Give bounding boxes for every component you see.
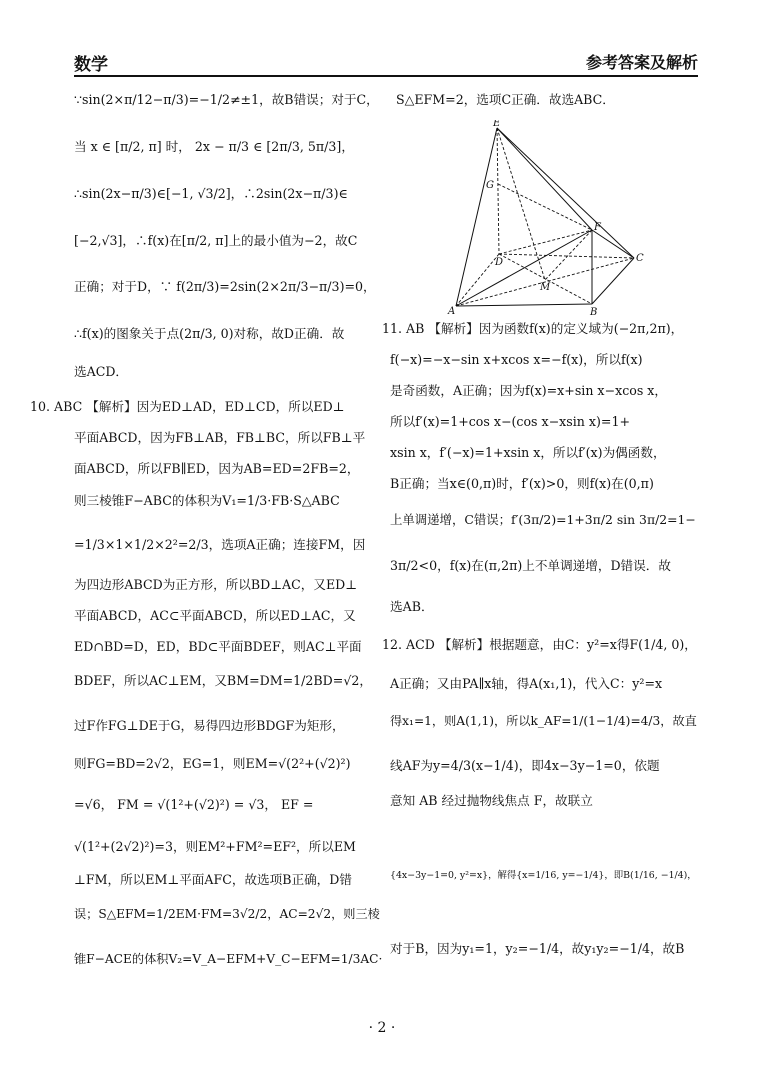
edge-gf bbox=[498, 184, 592, 230]
right-column-line: {4x−3y−1=0, y²=x}，解得{x=1/16, y=−1/4}，即B(1/16, −1/4)， bbox=[390, 870, 697, 881]
edge-bc bbox=[592, 258, 634, 304]
page-header bbox=[74, 50, 698, 74]
edge-af bbox=[456, 230, 592, 306]
label-g: G bbox=[486, 180, 494, 191]
edge-ab bbox=[456, 304, 592, 306]
right-column-line: 是奇函数，A正确；因为f(x)=x+sin x−xcos x， bbox=[390, 383, 667, 398]
label-a: A bbox=[448, 306, 456, 316]
header-rule bbox=[74, 75, 698, 77]
right-column-line: xsin x，f′(−x)=1+xsin x，所以f′(x)为偶函数， bbox=[390, 445, 666, 460]
right-column-line: S△EFM=2，选项C正确．故选ABC． bbox=[396, 92, 615, 107]
left-column-line: 则FG=BD=2√2，EG=1，则EM=√(2²+(√2)²) bbox=[74, 756, 351, 771]
right-column-line: A正确；又由PA∥x轴，得A(x₁,1)，代入C：y²=x bbox=[390, 676, 663, 691]
edge-fc bbox=[592, 230, 634, 258]
left-column-line: √(1²+(2√2)²)=3，则EM²+FM²=EF²，所以EM bbox=[74, 839, 356, 854]
edge-ed bbox=[497, 128, 499, 254]
left-column-line: 则三棱锥F−ABC的体积为V₁=1/3·FB·S△ABC bbox=[74, 493, 340, 508]
edge-ea bbox=[456, 128, 497, 306]
left-column-line: =1/3×1×1/2×2²=2/3，选项A正确；连接FM，因 bbox=[74, 537, 366, 552]
label-e: E bbox=[493, 120, 501, 129]
label-m: M bbox=[540, 282, 551, 293]
left-column-line: 平面ABCD，因为FB⊥AB，FB⊥BC，所以FB⊥平 bbox=[74, 430, 366, 445]
page-number: · 2 · bbox=[368, 1020, 396, 1036]
edge-ec bbox=[497, 128, 634, 258]
left-column-line: 10. ABC 【解析】因为ED⊥AD，ED⊥CD，所以ED⊥ bbox=[30, 399, 345, 414]
right-column-line: 选AB． bbox=[390, 599, 434, 614]
right-column-line: 对于B，因为y₁=1，y₂=−1/4，故y₁y₂=−1/4，故B bbox=[390, 941, 685, 956]
label-f: F bbox=[594, 222, 601, 233]
left-column-line: 锥F−ACE的体积V₂=V_A−EFM+V_C−EFM=1/3AC· bbox=[74, 952, 383, 966]
left-column-line: ⊥FM，所以EM⊥平面AFC，故选项B正确，D错 bbox=[74, 872, 352, 887]
left-column-line: [−2,√3]，∴f(x)在[π/2, π]上的最小值为−2，故C bbox=[74, 233, 358, 248]
right-column-line: 12. ACD 【解析】根据题意，由C：y²=x得F(1/4, 0)， bbox=[382, 637, 697, 652]
left-column-line: =√6， FM = √(1²+(√2)²) = √3， EF = bbox=[74, 797, 314, 812]
left-column-line: ∴sin(2x−π/3)∈[−1, √3/2]，∴2sin(2x−π/3)∈ bbox=[74, 186, 348, 201]
edge-df bbox=[499, 230, 592, 254]
left-column-line: 平面ABCD，AC⊂平面ABCD，所以ED⊥AC，又 bbox=[74, 608, 356, 623]
right-column-line: 11. AB 【解析】因为函数f(x)的定义域为(−2π,2π)， bbox=[382, 321, 684, 336]
edge-fm bbox=[545, 230, 592, 280]
right-column-line: 得x₁=1，则A(1,1)，所以k_AF=1/(1−1/4)=4/3，故直 bbox=[390, 714, 697, 728]
right-column-line: 所以f′(x)=1+cos x−(cos x−xsin x)=1+ bbox=[390, 414, 631, 429]
left-column-line: ∴f(x)的图象关于点(2π/3, 0)对称，故D正确．故 bbox=[74, 326, 345, 341]
edge-ef bbox=[497, 128, 592, 230]
left-column-line: 为四边形ABCD为正方形，所以BD⊥AC，又ED⊥ bbox=[74, 577, 358, 592]
left-column-line: 选ACD． bbox=[74, 364, 129, 379]
right-column-line: f(−x)=−x−sin x+xcos x=−f(x)，所以f(x) bbox=[390, 352, 643, 367]
left-column-line: ∵sin(2×π/12−π/3)=−1/2≠±1，故B错误；对于C， bbox=[74, 92, 379, 107]
left-column-line: 面ABCD，所以FB∥ED，因为AB=ED=2FB=2， bbox=[74, 461, 360, 476]
geometry-figure bbox=[444, 120, 656, 316]
left-column-line: ED∩BD=D，ED，BD⊂平面BDEF，则AC⊥平面 bbox=[74, 639, 362, 654]
section-title: 参考答案及解析 bbox=[585, 53, 698, 72]
right-column-line: 3π/2<0，f(x)在(π,2π)上不单调递增，D错误．故 bbox=[390, 558, 671, 573]
left-column-line: 正确；对于D，∵ f(2π/3)=2sin(2×2π/3−π/3)=0， bbox=[74, 279, 376, 294]
left-column-line: 当 x ∈ [π/2, π] 时， 2x − π/3 ∈ [2π/3, 5π/3]， bbox=[74, 139, 354, 154]
right-column-line: 意知 AB 经过抛物线焦点 F，故联立 bbox=[390, 793, 593, 808]
right-column-line: 上单调递增，C错误；f′(3π/2)=1+3π/2 sin 3π/2=1− bbox=[390, 512, 696, 527]
label-c: C bbox=[636, 253, 644, 264]
right-column-line: 线AF为y=4/3(x−1/4)，即4x−3y−1=0，依题 bbox=[390, 758, 660, 773]
left-column-line: 过F作FG⊥DE于G，易得四边形BDGF为矩形， bbox=[74, 718, 345, 733]
subject-title: 数学 bbox=[74, 55, 108, 75]
left-column-line: BDEF，所以AC⊥EM，又BM=DM=1/2BD=√2， bbox=[74, 673, 372, 688]
left-column-line: 误；S△EFM=1/2EM·FM=3√2/2，AC=2√2，则三棱 bbox=[74, 907, 380, 921]
label-d: D bbox=[495, 257, 504, 268]
right-column-line: B正确；当x∈(0,π)时，f′(x)>0，则f(x)在(0,π) bbox=[390, 476, 654, 491]
label-b: B bbox=[590, 307, 598, 316]
